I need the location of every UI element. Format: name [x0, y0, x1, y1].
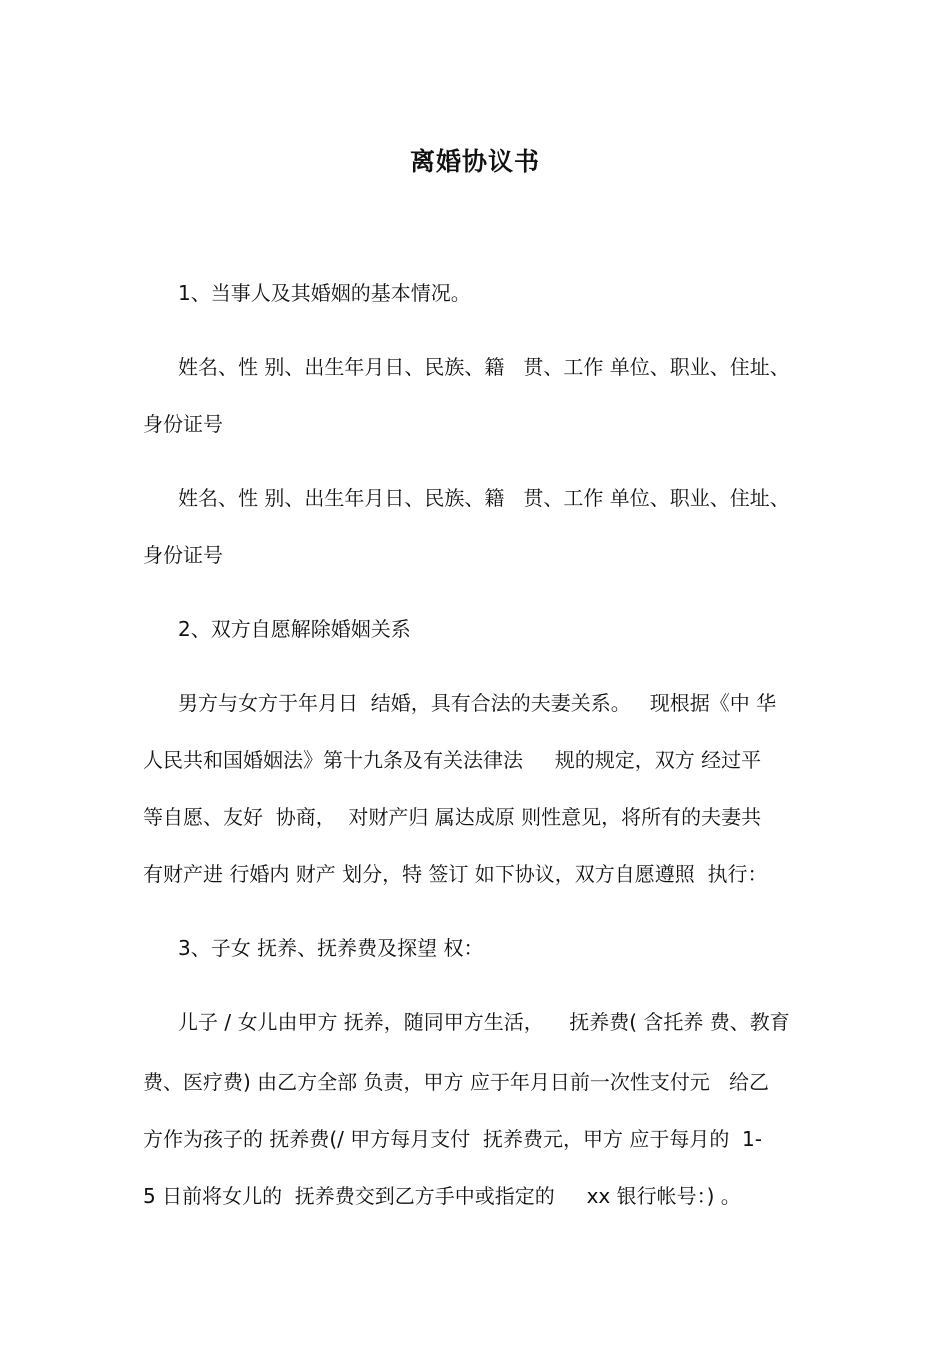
section-2-paragraph-line-3: 等自愿、友好 协商， 对财产归 属达成原 则性意见，将所有的夫妻共 [143, 805, 762, 829]
section-3-heading: 3、子女 抚养、抚养费及探望 权： [178, 936, 484, 960]
section-2-heading: 2、双方自愿解除婚姻关系 [178, 617, 411, 641]
section-2-paragraph-line-2: 人民共和国婚姻法》第十九条及有关法律法 规的规定，双方 经过平 [143, 748, 762, 772]
section-3-paragraph-line-4: 5 日前将女儿的 抚养费交到乙方手中或指定的 xx 银行帐号：) 。 [143, 1184, 741, 1208]
section-2-paragraph-line-4: 有财产进 行婚内 财产 划分，特 签订 如下协议，双方自愿遵照 执行： [143, 862, 768, 886]
party-b-id-line: 身份证号 [143, 543, 223, 567]
section-2-paragraph-line-1: 男方与女方于年月日 结婚，具有合法的夫妻关系。 现根据《中 华 [178, 691, 777, 715]
section-3-paragraph-line-3: 方作为孩子的 抚养费(/ 甲方每月支付 抚养费元，甲方 应于每月的 1- [143, 1127, 762, 1151]
document-title: 离婚协议书 [409, 146, 540, 176]
party-a-fields-line: 姓名、性 别、出生年月日、民族、籍 贯、工作 单位、职业、住址、 [178, 355, 790, 379]
section-3-paragraph-line-2: 费、医疗费) 由乙方全部 负责，甲方 应于年月日前一次性支付元 给乙 [143, 1070, 769, 1094]
section-1-heading: 1、当事人及其婚姻的基本情况。 [178, 281, 471, 305]
party-a-id-line: 身份证号 [143, 412, 223, 436]
section-3-paragraph-line-1: 儿子 / 女儿由甲方 抚养，随同甲方生活， 抚养费( 含托养 费、教育 [178, 1010, 790, 1034]
party-b-fields-line: 姓名、性 别、出生年月日、民族、籍 贯、工作 单位、职业、住址、 [178, 486, 790, 510]
